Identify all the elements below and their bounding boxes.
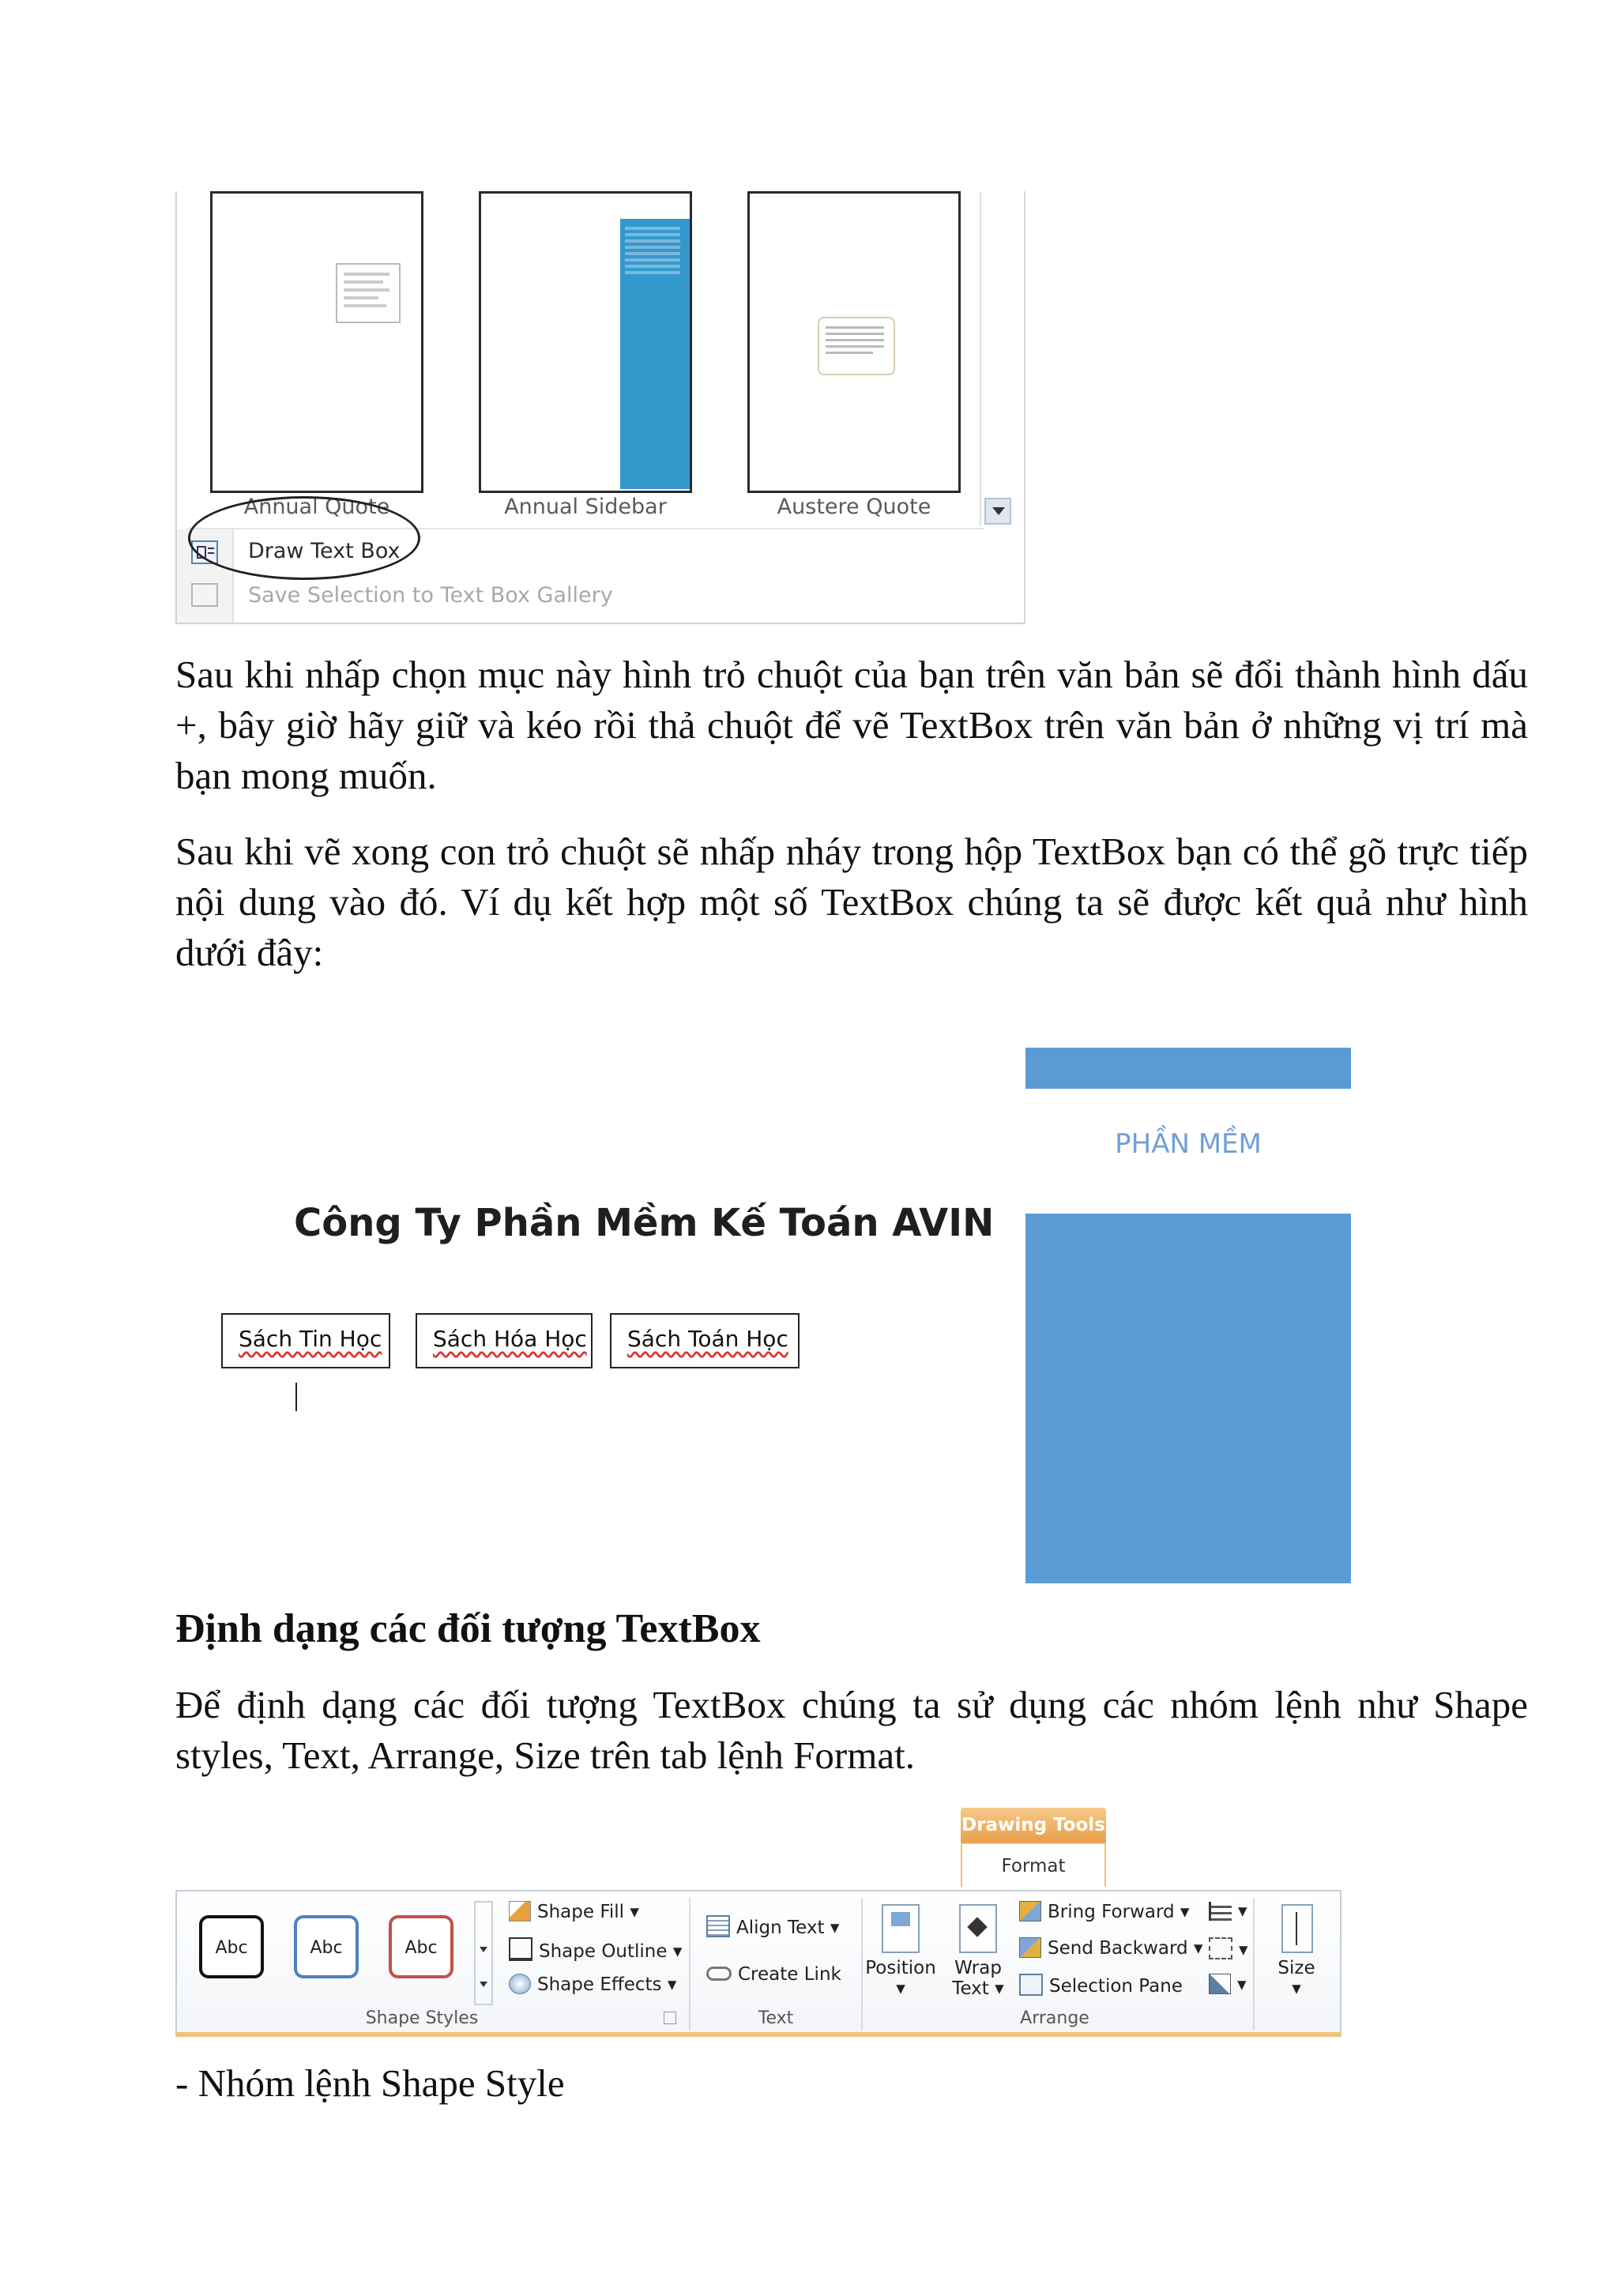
blue-sidebar-box [1025,1214,1351,1583]
paragraph-1 [175,649,1528,801]
position-label: Position [865,1958,936,1978]
drawing-tools-context [961,1808,1106,1895]
quote-box-preview [336,263,401,323]
quote-box-preview [818,317,895,375]
rotate-button[interactable]: ▾ [1209,1974,1247,1995]
text-group-label: Text [758,2008,794,2028]
chevron-down-icon [992,507,1005,515]
paragraph-2 [175,826,1528,978]
text-box-gallery [175,191,1025,624]
shape-style-sample-black[interactable]: Abc [199,1915,264,1978]
chain-link-icon [706,1967,732,1981]
wrap-text-label-line1: Wrap [954,1958,1002,1978]
shape-style-sample-blue[interactable]: Abc [294,1915,359,1978]
paragraph-2-text: Sau khi vẽ xong con trỏ chuột sẽ nhấp nháy trong hộp TextBox bạn có thể gõ trực tiếp nội dung vào đó. Ví dụ kết hợp một số TextBox chúng ta sẽ được kết quả như hình dưới đây: [175,830,1528,974]
highlight-circle [188,496,420,580]
drawing-tools-label: Drawing Tools [961,1808,1106,1842]
align-icon [1209,1902,1232,1921]
selection-pane-button[interactable] [1019,1974,1183,1997]
paint-bucket-icon [509,1901,531,1921]
annual-sidebar-thumbnail[interactable] [479,191,692,493]
position-icon [882,1904,920,1953]
wrap-text-label-line2: Text [952,1978,989,1999]
style-gallery-scroller[interactable] [474,1901,493,2005]
shape-fill-button[interactable]: Shape Fill ▾ [509,1901,639,1922]
format-ribbon [175,1890,1341,2037]
more-styles-icon [480,1982,487,1987]
gallery-scrollbar[interactable] [980,191,1013,526]
textbox-sach-hoa-hoc[interactable]: Sách Hóa Học [416,1313,593,1368]
pencil-outline-icon [509,1937,532,1961]
blue-header-bar [1025,1048,1351,1089]
group-button[interactable]: ▾ [1209,1937,1248,1960]
save-selection-icon [191,583,218,607]
wrap-text-icon [959,1904,997,1953]
size-button[interactable]: Size ▾ [1277,1958,1315,1999]
paragraph-3 [175,1680,1528,1781]
size-label: Size [1277,1958,1315,1978]
austere-quote-thumbnail[interactable] [747,191,961,493]
dialog-launcher-icon[interactable] [664,2012,676,2024]
draw-text-box-menu-item[interactable]: Draw Text Box [248,539,401,563]
shape-outline-button[interactable]: Shape Outline ▾ [509,1937,682,1962]
send-backward-button[interactable]: Send Backward ▾ [1019,1937,1203,1959]
text-cursor [295,1383,297,1411]
scroll-down-button[interactable] [984,498,1011,525]
textbox-sach-toan-hoc[interactable]: Sách Toán Học [610,1313,800,1368]
align-text-button[interactable]: Align Text ▾ [706,1915,839,1938]
paragraph-3-text: Để định dạng các đối tượng TextBox chúng ta sử dụng các nhóm lệnh như Shape styles, Text, Arrange, Size trên tab lệnh Format. [175,1683,1528,1777]
shape-effects-label: Shape Effects [537,1974,662,1995]
send-backward-icon [1019,1937,1041,1958]
company-title: Công Ty Phần Mềm Kế Toán AVIN [294,1201,995,1245]
position-button[interactable]: Position ▾ [865,1958,936,1999]
thumbnail-label: Austere Quote [777,495,931,519]
paragraph-1-text: Sau khi nhấp chọn mục này hình trỏ chuột của bạn trên văn bản sẽ đổi thành hình dấu +, bây giờ hãy giữ và kéo rồi thả chuột để vẽ TextBox trên văn bản ở những vị trí mà bạn mong muốn. [175,653,1528,797]
create-link-button[interactable] [706,1964,841,1985]
section-heading: Định dạng các đối tượng TextBox [175,1606,761,1651]
save-selection-menu-item[interactable]: Save Selection to Text Box Gallery [248,583,613,608]
align-text-label: Align Text [736,1918,825,1938]
bring-forward-icon [1019,1901,1041,1921]
shape-fill-label: Shape Fill [537,1902,625,1922]
shape-outline-label: Shape Outline [539,1941,668,1962]
bring-forward-button[interactable]: Bring Forward ▾ [1019,1901,1189,1922]
shape-effects-icon [509,1974,531,1994]
tab-format[interactable]: Format [961,1842,1106,1887]
sidebar-preview [620,219,690,489]
create-link-label: Create Link [738,1964,841,1985]
size-icon [1281,1904,1313,1953]
rotate-icon [1209,1974,1231,1994]
shape-styles-group-label: Shape Styles [365,2008,479,2028]
chevron-down-icon [480,1947,487,1952]
send-backward-label: Send Backward [1048,1938,1188,1959]
align-text-icon [706,1915,730,1937]
align-button[interactable]: ▾ [1209,1901,1247,1921]
shape-style-sample-red[interactable]: Abc [389,1915,453,1978]
ribbon-bottom-border [175,2032,1341,2037]
shape-effects-button[interactable]: Shape Effects ▾ [509,1974,676,1995]
group-divider [1253,1898,1255,2031]
bring-forward-label: Bring Forward [1048,1902,1175,1922]
side-title: PHẦN MỀM [1115,1128,1262,1160]
thumbnail-label: Annual Quote [243,495,390,519]
thumbnail-label: Annual Sidebar [504,495,667,519]
selection-pane-label: Selection Pane [1049,1976,1183,1997]
textbox-sach-tin-hoc[interactable]: Sách Tin Học [221,1313,390,1368]
shape-style-caption: - Nhóm lệnh Shape Style [175,2061,565,2105]
arrange-group-label: Arrange [1020,2008,1089,2028]
group-icon [1209,1937,1232,1959]
annual-quote-thumbnail[interactable] [210,191,423,493]
wrap-text-button[interactable]: Wrap Text ▾ [952,1958,1004,1999]
selection-pane-icon [1019,1974,1043,1996]
